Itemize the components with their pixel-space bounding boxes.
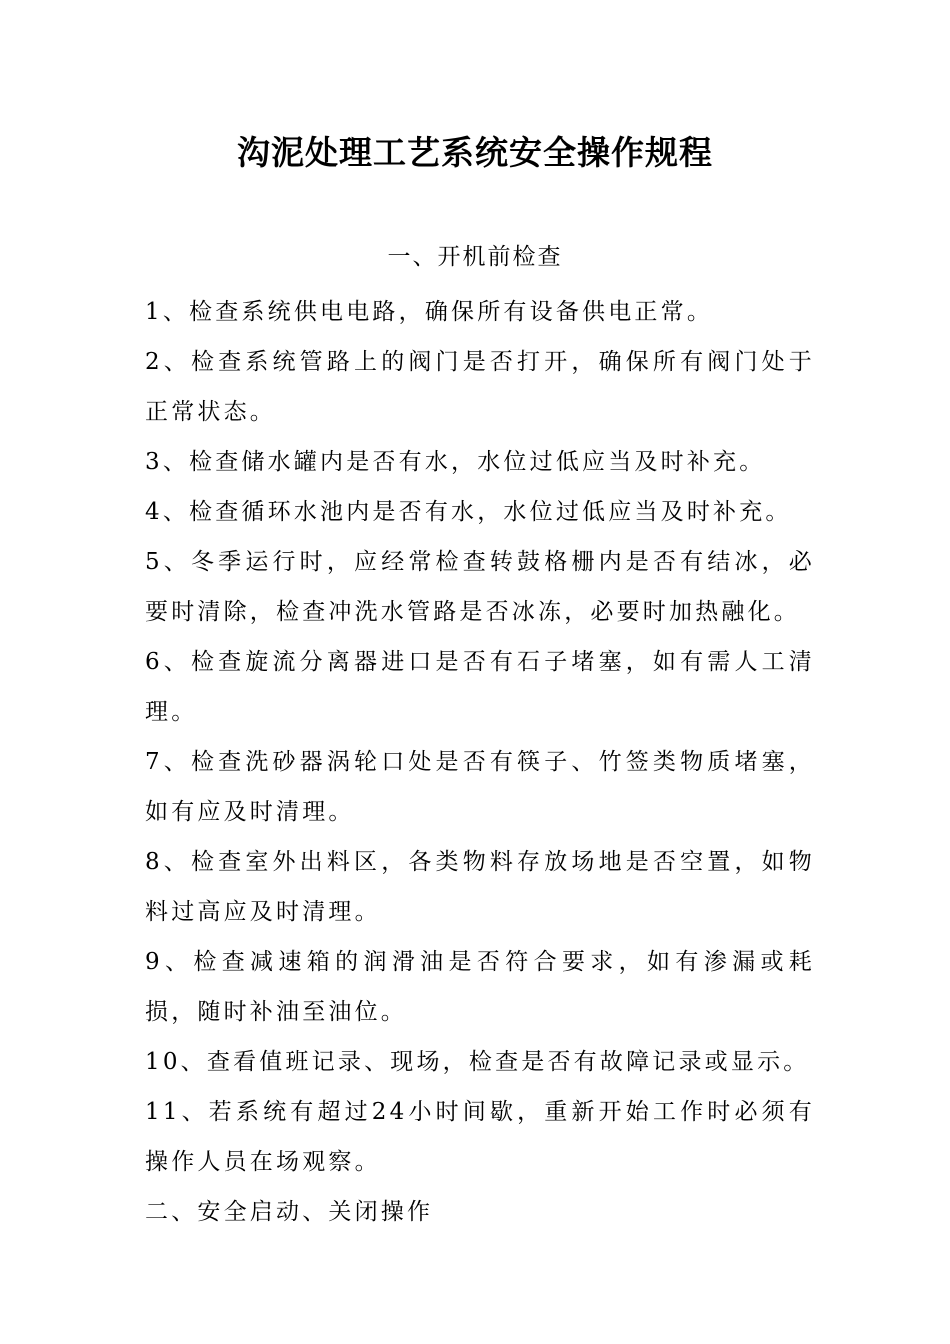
list-item: 11、若系统有超过24小时间歇，重新开始工作时必须有操作人员在场观察。 (145, 1099, 815, 1175)
section-heading-pre-start-check: 一、开机前检查 (387, 244, 563, 270)
list-item: 5、冬季运行时，应经常检查转鼓格栅内是否有结冰，必要时清除，检查冲洗水管路是否冰冻，必要时加热融化。 (145, 549, 815, 625)
list-item: 10、查看值班记录、现场，检查是否有故障记录或显示。 (145, 1049, 810, 1075)
list-item: 6、检查旋流分离器进口是否有石子堵塞，如有需人工清理。 (145, 649, 815, 725)
list-item: 3、检查储水罐内是否有水，水位过低应当及时补充。 (145, 449, 766, 475)
list-item: 8、检查室外出料区，各类物料存放场地是否空置，如物料过高应及时清理。 (145, 849, 815, 925)
list-item: 4、检查循环水池内是否有水，水位过低应当及时补充。 (145, 499, 792, 525)
list-item: 2、检查系统管路上的阀门是否打开，确保所有阀门处于正常状态。 (145, 349, 815, 425)
document-body (145, 287, 815, 1237)
section-heading-start-stop: 二、安全启动、关闭操作 (145, 1199, 434, 1225)
list-item: 9、检查减速箱的润滑油是否符合要求，如有渗漏或耗损，随时补油至油位。 (145, 949, 815, 1025)
list-item: 7、检查洗砂器涡轮口处是否有筷子、竹签类物质堵塞，如有应及时清理。 (145, 749, 815, 825)
list-item: 1、检查系统供电电路，确保所有设备供电正常。 (145, 299, 714, 325)
document-title: 沟泥处理工艺系统安全操作规程 (237, 133, 713, 172)
